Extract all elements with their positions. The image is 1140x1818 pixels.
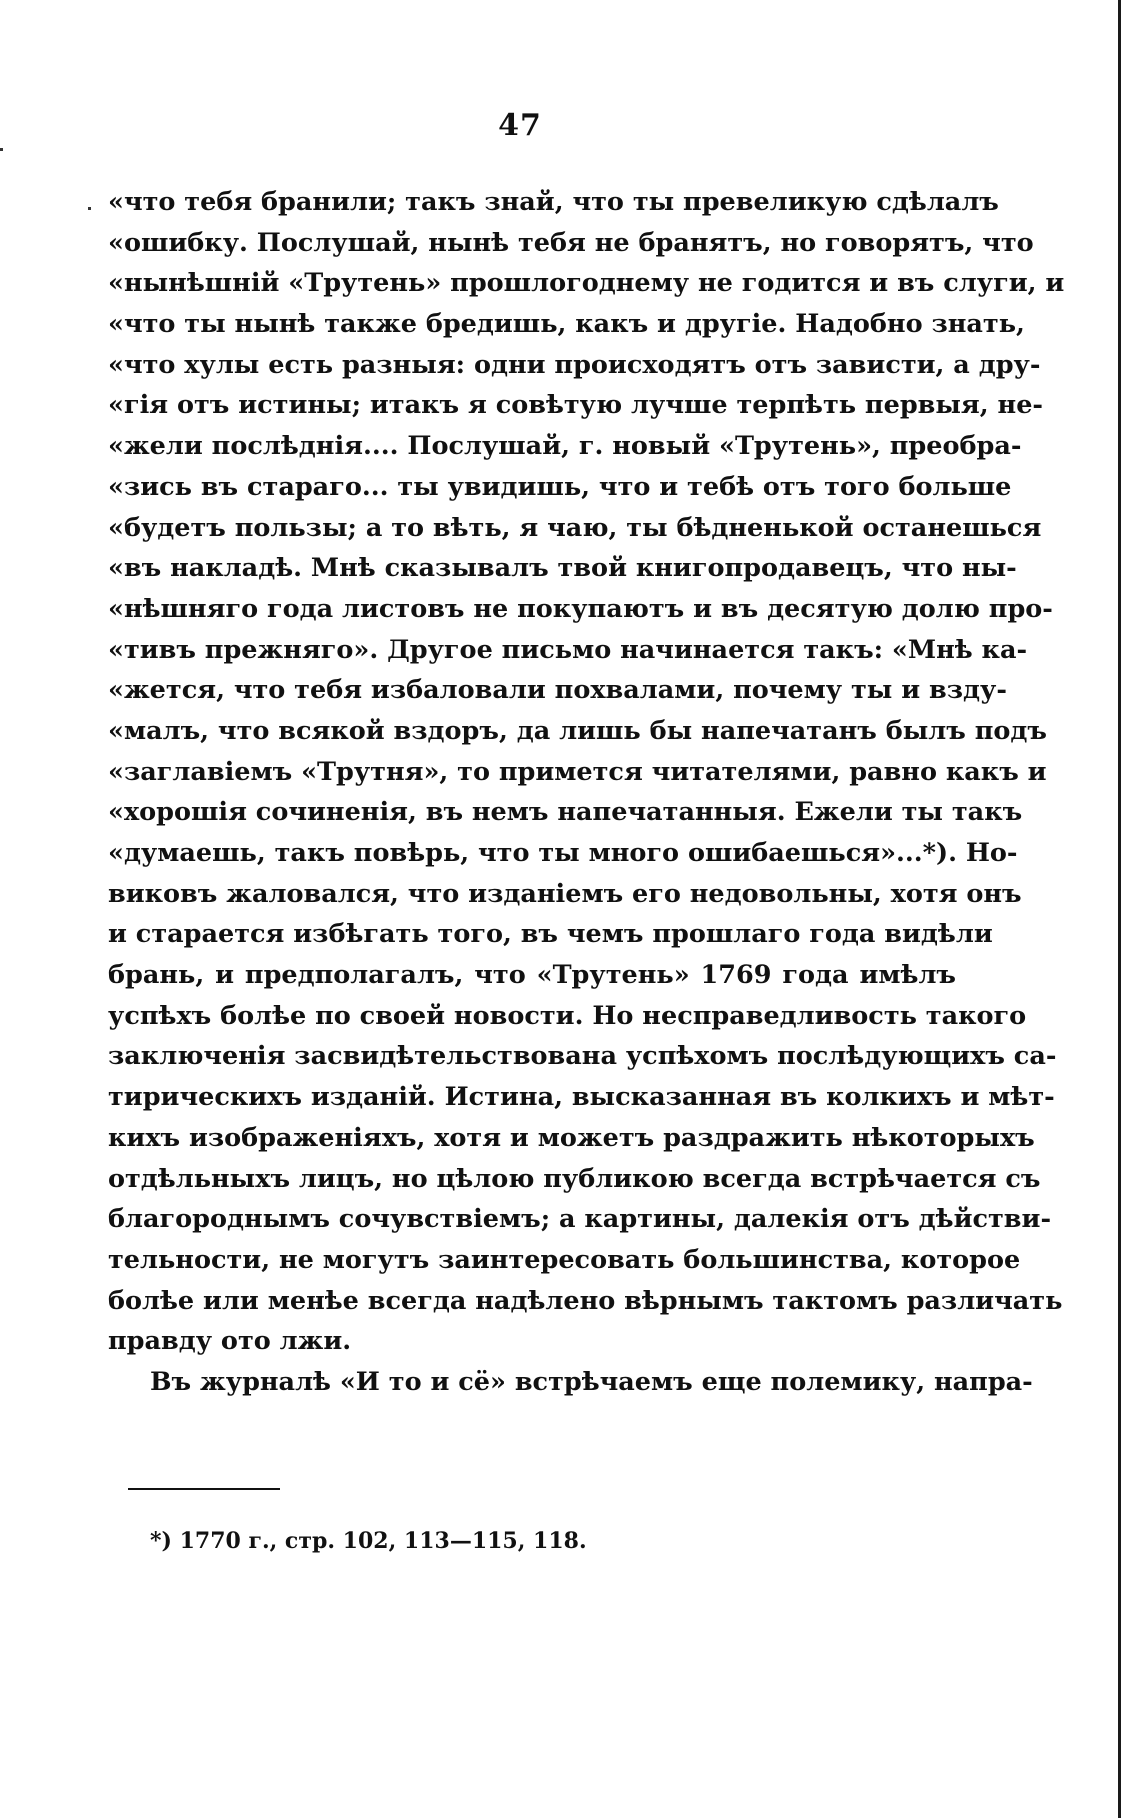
text-line: «ошибку. Послушай, нынѣ тебя не бранятъ, но говорятъ, что	[108, 227, 1034, 258]
text-line: «нынѣшній «Трутень» прошлогоднему не годится и въ слуги, и	[108, 268, 1065, 299]
body-text	[108, 182, 1065, 1403]
text-line: «что ты нынѣ также бредишь, какъ и другіе. Надобно знать,	[108, 309, 1025, 340]
text-line: «будетъ пользы; а то вѣть, я чаю, ты бѣдненькой останешься	[108, 512, 1042, 543]
text-line: брань, и предполагалъ, что «Трутень» 1769 года имѣлъ	[108, 960, 956, 991]
footnote: *) 1770 г., стр. 102, 113—115, 118.	[150, 1528, 587, 1554]
text-line: «малъ, что всякой вздоръ, да лишь бы напечатанъ былъ подъ	[108, 715, 1047, 746]
text-line: заключенія засвидѣтельствована успѣхомъ послѣдующихъ са-	[108, 1041, 1057, 1072]
text-line: «жели послѣднія.... Послушай, г. новый «Трутень», преобра-	[108, 431, 1022, 462]
margin-mark	[88, 207, 91, 210]
text-line: успѣхъ болѣе по своей новости. Но несправедливость такого	[108, 1000, 1027, 1031]
text-line: отдѣльныхъ лицъ, но цѣлою публикою всегда встрѣчается съ	[108, 1163, 1041, 1194]
text-line: благороднымъ сочувствіемъ; а картины, далекія отъ дѣйстви-	[108, 1204, 1052, 1235]
text-line: «гія отъ истины; итакъ я совѣтую лучше терпѣть первыя, не-	[108, 390, 1043, 421]
text-line: «тивъ прежняго». Другое письмо начинается такъ: «Мнѣ ка-	[108, 634, 1028, 665]
text-line: «что хулы есть разныя: одни происходятъ отъ зависти, а дру-	[108, 349, 1041, 380]
text-line: «хорошія сочиненія, въ немъ напечатанныя. Ежели ты такъ	[108, 797, 1023, 828]
margin-mark	[0, 148, 3, 151]
text-line: «заглавіемъ «Трутня», то примется читателями, равно какъ и	[108, 756, 1047, 787]
text-line: «зись въ стараго... ты увидишь, что и тебѣ отъ того больше	[108, 471, 1012, 502]
text-line: кихъ изображеніяхъ, хотя и можетъ раздражить нѣкоторыхъ	[108, 1122, 1035, 1153]
text-line: болѣе или менѣе всегда надѣлено вѣрнымъ тактомъ различать	[108, 1285, 1063, 1316]
text-line: тирическихъ изданій. Истина, высказанная въ колкихъ и мѣт-	[108, 1082, 1055, 1113]
text-line: правду ото лжи.	[108, 1326, 352, 1357]
text-line: «жется, что тебя избаловали похвалами, почему ты и взду-	[108, 675, 1007, 706]
footnote-separator	[128, 1488, 280, 1490]
page-edge-line	[1118, 0, 1121, 1818]
page-number: 47	[498, 108, 542, 143]
text-line: «думаешь, такъ повѣрь, что ты много ошибаешься»...*). Но-	[108, 838, 1018, 868]
text-line: и старается избѣгать того, въ чемъ прошлаго года видѣли	[108, 919, 993, 950]
text-line: тельности, не могутъ заинтересовать большинства, которое	[108, 1244, 1021, 1275]
text-line: виковъ жаловался, что изданіемъ его недовольны, хотя онъ	[108, 878, 1022, 909]
text-line: Въ журналѣ «И то и сё» встрѣчаемъ еще полемику, напра-	[150, 1366, 1033, 1397]
text-line: «что тебя бранили; такъ знай, что ты превеликую сдѣлалъ	[108, 187, 999, 217]
text-line: «нѣшняго года листовъ не покупаютъ и въ десятую долю про-	[108, 593, 1053, 624]
text-line: «въ накладѣ. Мнѣ сказывалъ твой книгопродавецъ, что ны-	[108, 553, 1017, 584]
